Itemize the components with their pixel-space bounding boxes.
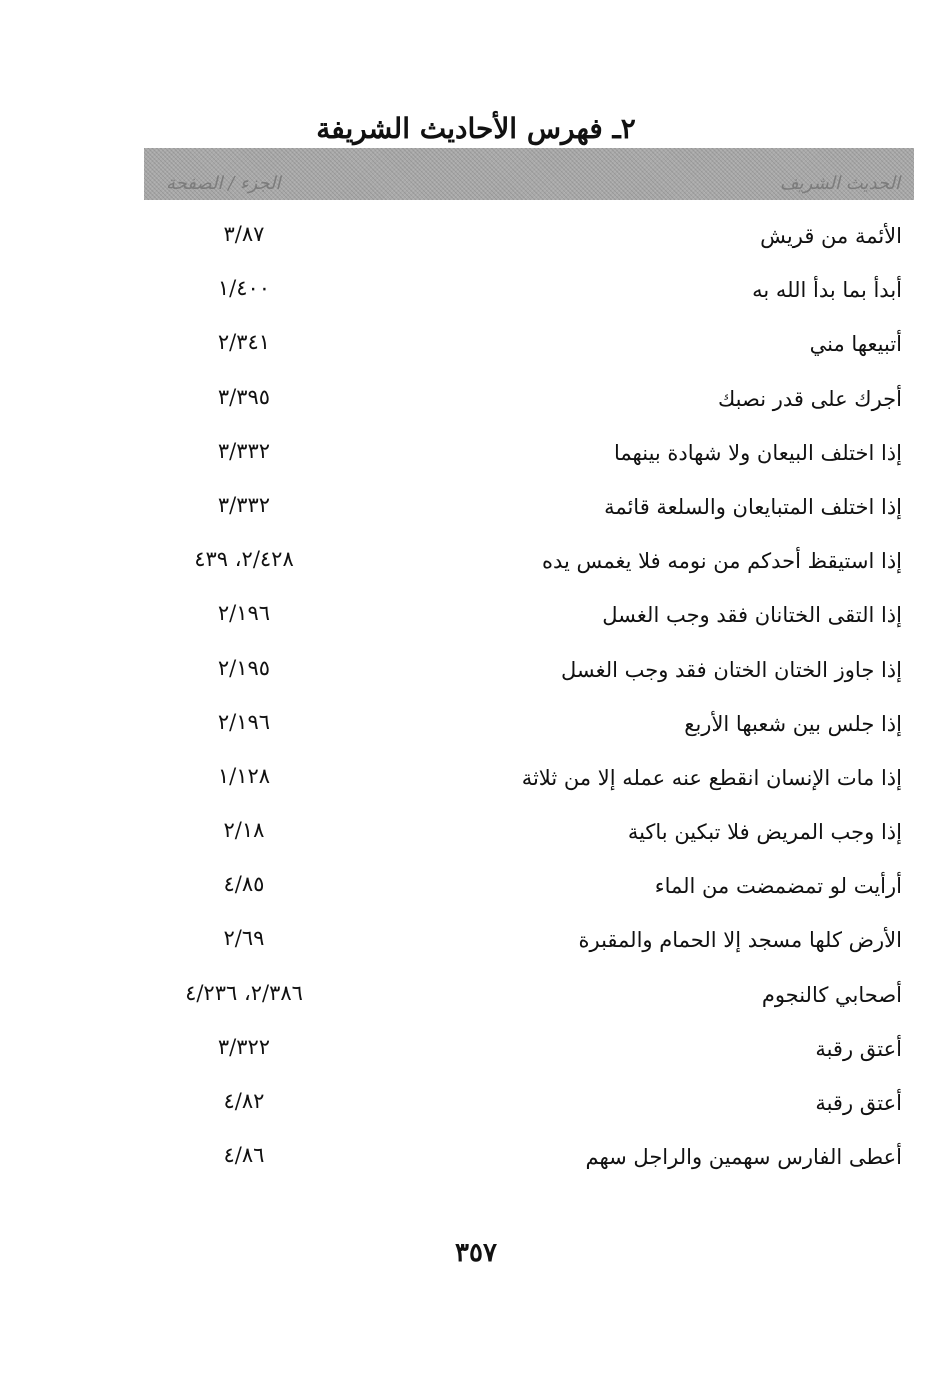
- hadith-column-header: الحديث الشريف: [779, 173, 900, 194]
- volume-page-reference: ٢/٣٤١: [217, 330, 271, 355]
- hadith-text: أعتق رقبة: [815, 1036, 902, 1061]
- volume-page-reference: ٢/١٩٥: [217, 655, 271, 680]
- page-title: ٢ـ فهرس الأحاديث الشريفة: [316, 112, 636, 145]
- table-row: [144, 537, 914, 591]
- volume-page-reference: ٢/٣٨٦، ٤/٢٣٦: [185, 980, 303, 1005]
- volume-page-reference: ١/١٢٨: [217, 763, 271, 788]
- volume-page-reference: ١/٤٠٠: [217, 276, 271, 301]
- volume-page-reference: ٤/٨٦: [223, 1143, 265, 1168]
- table-row: [144, 591, 914, 645]
- table-row: [144, 266, 914, 320]
- table-row: [144, 808, 914, 862]
- hadith-text: أصحابي كالنجوم: [761, 982, 902, 1007]
- table-row: [144, 429, 914, 483]
- hadith-text: أبدأ بما بدأ الله به: [752, 278, 902, 303]
- hadith-text: إذا مات الإنسان انقطع عنه عمله إلا من ثلاثة: [521, 765, 902, 790]
- page-number: ٣٥٧: [455, 1238, 497, 1268]
- table-row: [144, 862, 914, 916]
- table-row: [144, 700, 914, 754]
- table-row: [144, 1025, 914, 1079]
- hadith-text: إذا اختلف المتبايعان والسلعة قائمة: [604, 494, 902, 519]
- volume-page-reference: ٢/٦٩: [223, 926, 265, 951]
- table-row: [144, 646, 914, 700]
- table-header: [144, 148, 914, 200]
- volume-page-reference: ٣/٨٧: [223, 222, 265, 246]
- hadith-text: إذا اختلف البيعان ولا شهادة بينهما: [614, 440, 902, 465]
- volume-page-reference: ٢/١٩٦: [217, 601, 271, 626]
- hadith-text: إذا جاوز الختان الختان فقد وجب الغسل: [560, 657, 902, 682]
- volume-page-reference: ٣/٣٩٥: [217, 384, 271, 409]
- volume-page-reference: ٢/١٨: [223, 818, 265, 843]
- volume-page-reference: ٤/٨٥: [223, 872, 265, 897]
- hadith-text: الأئمة من قريش: [760, 224, 902, 248]
- volume-page-reference: ٣/٣٣٢: [217, 492, 271, 517]
- hadith-text: أجرك على قدر نصبك: [717, 386, 902, 411]
- table-row: [144, 375, 914, 429]
- table-row: [144, 754, 914, 808]
- table-row: [144, 1133, 914, 1187]
- hadith-text: أعطى الفارس سهمين والراجل سهم: [585, 1145, 902, 1170]
- table-row: [144, 1079, 914, 1133]
- hadith-text: إذا وجب المريض فلا تبكين باكية: [627, 820, 902, 845]
- table-row: [144, 212, 914, 266]
- reference-column-header: الجزء / الصفحة: [166, 173, 281, 194]
- volume-page-reference: ٣/٣٣٢: [217, 438, 271, 463]
- hadith-text: إذا جلس بين شعبها الأربع: [684, 711, 902, 736]
- hadith-index-table: [144, 212, 914, 1187]
- hadith-text: أعتق رقبة: [815, 1091, 902, 1115]
- table-row: [144, 971, 914, 1025]
- volume-page-reference: ٢/٤٢٨، ٤٣٩: [194, 547, 294, 572]
- table-row: [144, 320, 914, 374]
- hadith-text: أرأيت لو تمضمضت من الماء: [654, 874, 902, 899]
- volume-page-reference: ٤/٨٢: [223, 1089, 265, 1113]
- hadith-text: أتبيعها مني: [809, 332, 902, 357]
- volume-page-reference: ٣/٣٢٢: [217, 1034, 271, 1059]
- hadith-text: الأرض كلها مسجد إلا الحمام والمقبرة: [578, 928, 902, 953]
- table-row: [144, 916, 914, 970]
- table-row: [144, 483, 914, 537]
- volume-page-reference: ٢/١٩٦: [217, 709, 271, 734]
- hadith-text: إذا استيقظ أحدكم من نومه فلا يغمس يده: [542, 549, 902, 574]
- hadith-text: إذا التقى الختانان فقد وجب الغسل: [602, 603, 902, 628]
